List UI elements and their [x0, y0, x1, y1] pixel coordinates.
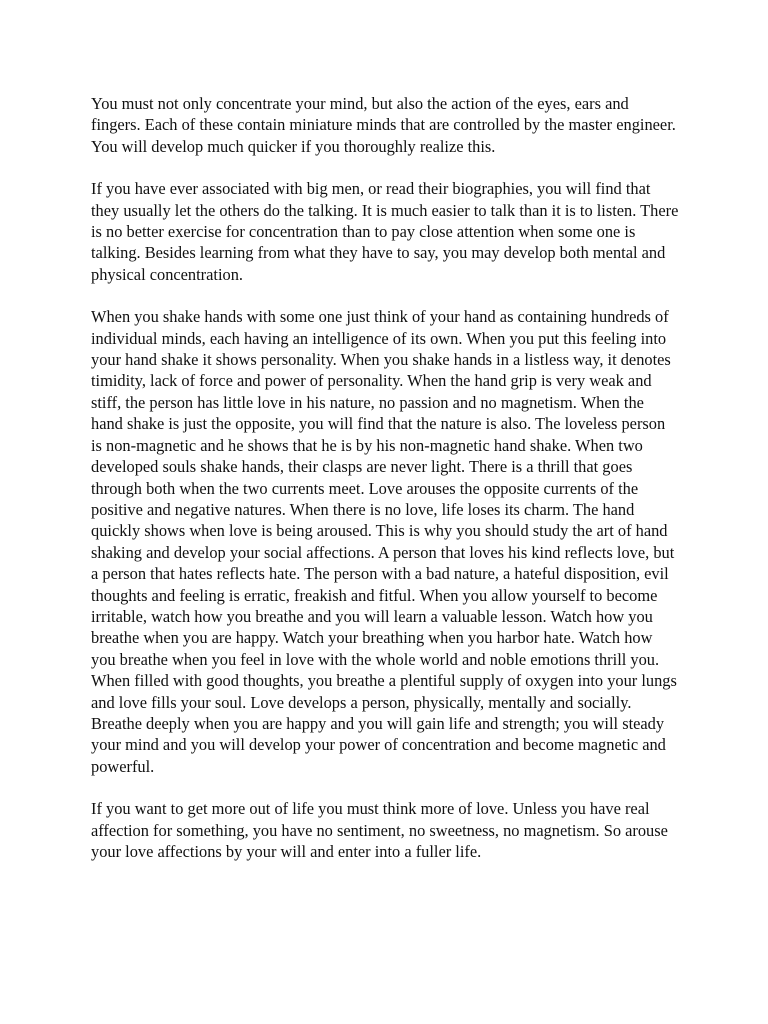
body-text [91, 93, 679, 883]
paragraph-3: When you shake hands with some one just think of your hand as containing hundreds of individual minds, each having an intelligence of its own. When you put this feeling into your hand shake it shows personality. When you shake hands in a listless way, it denotes timidity, lack of force and power of personality. When the hand grip is very weak and stiff, the person has little love in his nature, no passion and no magnetism. When the hand shake is just the opposite, you will find that the nature is also. The loveless person is non-magnetic and he shows that he is by his non-magnetic hand shake. When two developed souls shake hands, their clasps are never light. There is a thrill that goes through both when the two currents meet. Love arouses the opposite currents of the positive and negative natures. When there is no love, life loses its charm. The hand quickly shows when love is being aroused. This is why you should study the art of hand shaking and develop your social affections. A person that loves his kind reflects love, but a person that hates reflects hate. The person with a bad nature, a hateful disposition, evil thoughts and feeling is erratic, freakish and fitful. When you allow yourself to become irritable, watch how you breathe and you will learn a valuable lesson. Watch how you breathe when you are happy. Watch your breathing when you harbor hate. Watch how you breathe when you feel in love with the whole world and noble emotions thrill you. When filled with good thoughts, you breathe a plentiful supply of oxygen into your lungs and love fills your soul. Love develops a person, physically, mentally and socially. Breathe deeply when you are happy and you will gain life and strength; you will steady your mind and you will develop your power of concentration and become magnetic and powerful. [91, 307, 677, 776]
paragraph-4: If you want to get more out of life you must think more of love. Unless you have real affection for something, you have no sentiment, no sweetness, no magnetism. So arouse your love affections by your will and enter into a fuller life. [91, 799, 668, 861]
paragraph-2: If you have ever associated with big men, or read their biographies, you will find that they usually let the others do the talking. It is much easier to talk than it is to listen. There is no better exercise for concentration than to pay close attention when some one is talking. Besides learning from what they have to say, you may develop both mental and physical concentration. [91, 179, 679, 284]
paragraph-1: You must not only concentrate your mind, but also the action of the eyes, ears and fingers. Each of these contain miniature minds that are controlled by the master engineer. You will develop much quicker if you thoroughly realize this. [91, 94, 676, 156]
